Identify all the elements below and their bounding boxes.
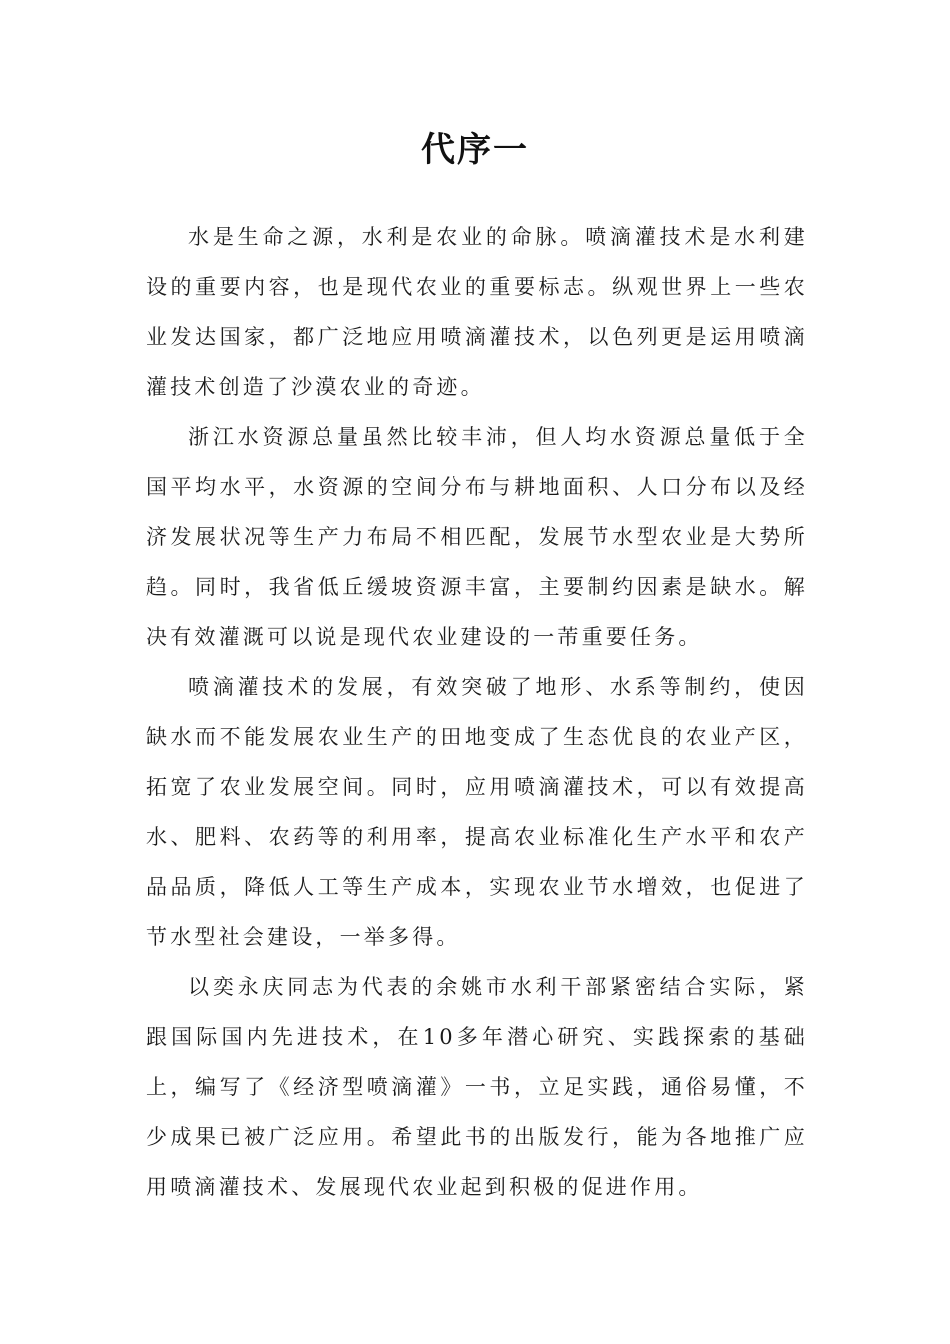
body-text bbox=[146, 212, 808, 1212]
paragraph: 以奕永庆同志为代表的余姚市水利干部紧密结合实际，紧跟国际国内先进技术，在10多年潜心研究、实践探索的基础上，编写了《经济型喷滴灌》一书，立足实践，通俗易懂，不少成果已被广泛应用。希望此书的出版发行，能为各地推广应用喷滴灌技术、发展现代农业起到积极的促进作用。 bbox=[146, 975, 808, 1199]
paragraph: 水是生命之源，水利是农业的命脉。喷滴灌技术是水利建设的重要内容，也是现代农业的重要标志。纵观世界上一些农业发达国家，都广泛地应用喷滴灌技术，以色列更是运用喷滴灌技术创造了沙漠农业的奇迹。 bbox=[146, 225, 808, 399]
paragraph: 喷滴灌技术的发展，有效突破了地形、水系等制约，使因缺水而不能发展农业生产的田地变成了生态优良的农业产区，拓宽了农业发展空间。同时，应用喷滴灌技术，可以有效提高水、肥料、农药等的利用率，提高农业标准化生产水平和农产品品质，降低人工等生产成本，实现农业节水增效，也促进了节水型社会建设，一举多得。 bbox=[146, 675, 808, 949]
paragraph: 浙江水资源总量虽然比较丰沛，但人均水资源总量低于全国平均水平，水资源的空间分布与耕地面积、人口分布以及经济发展状况等生产力布局不相匹配，发展节水型农业是大势所趋。同时，我省低丘缓坡资源丰富，主要制约因素是缺水。解决有效灌溉可以说是现代农业建设的一芾重要任务。 bbox=[146, 425, 808, 649]
page-title: 代序一 bbox=[421, 130, 529, 170]
